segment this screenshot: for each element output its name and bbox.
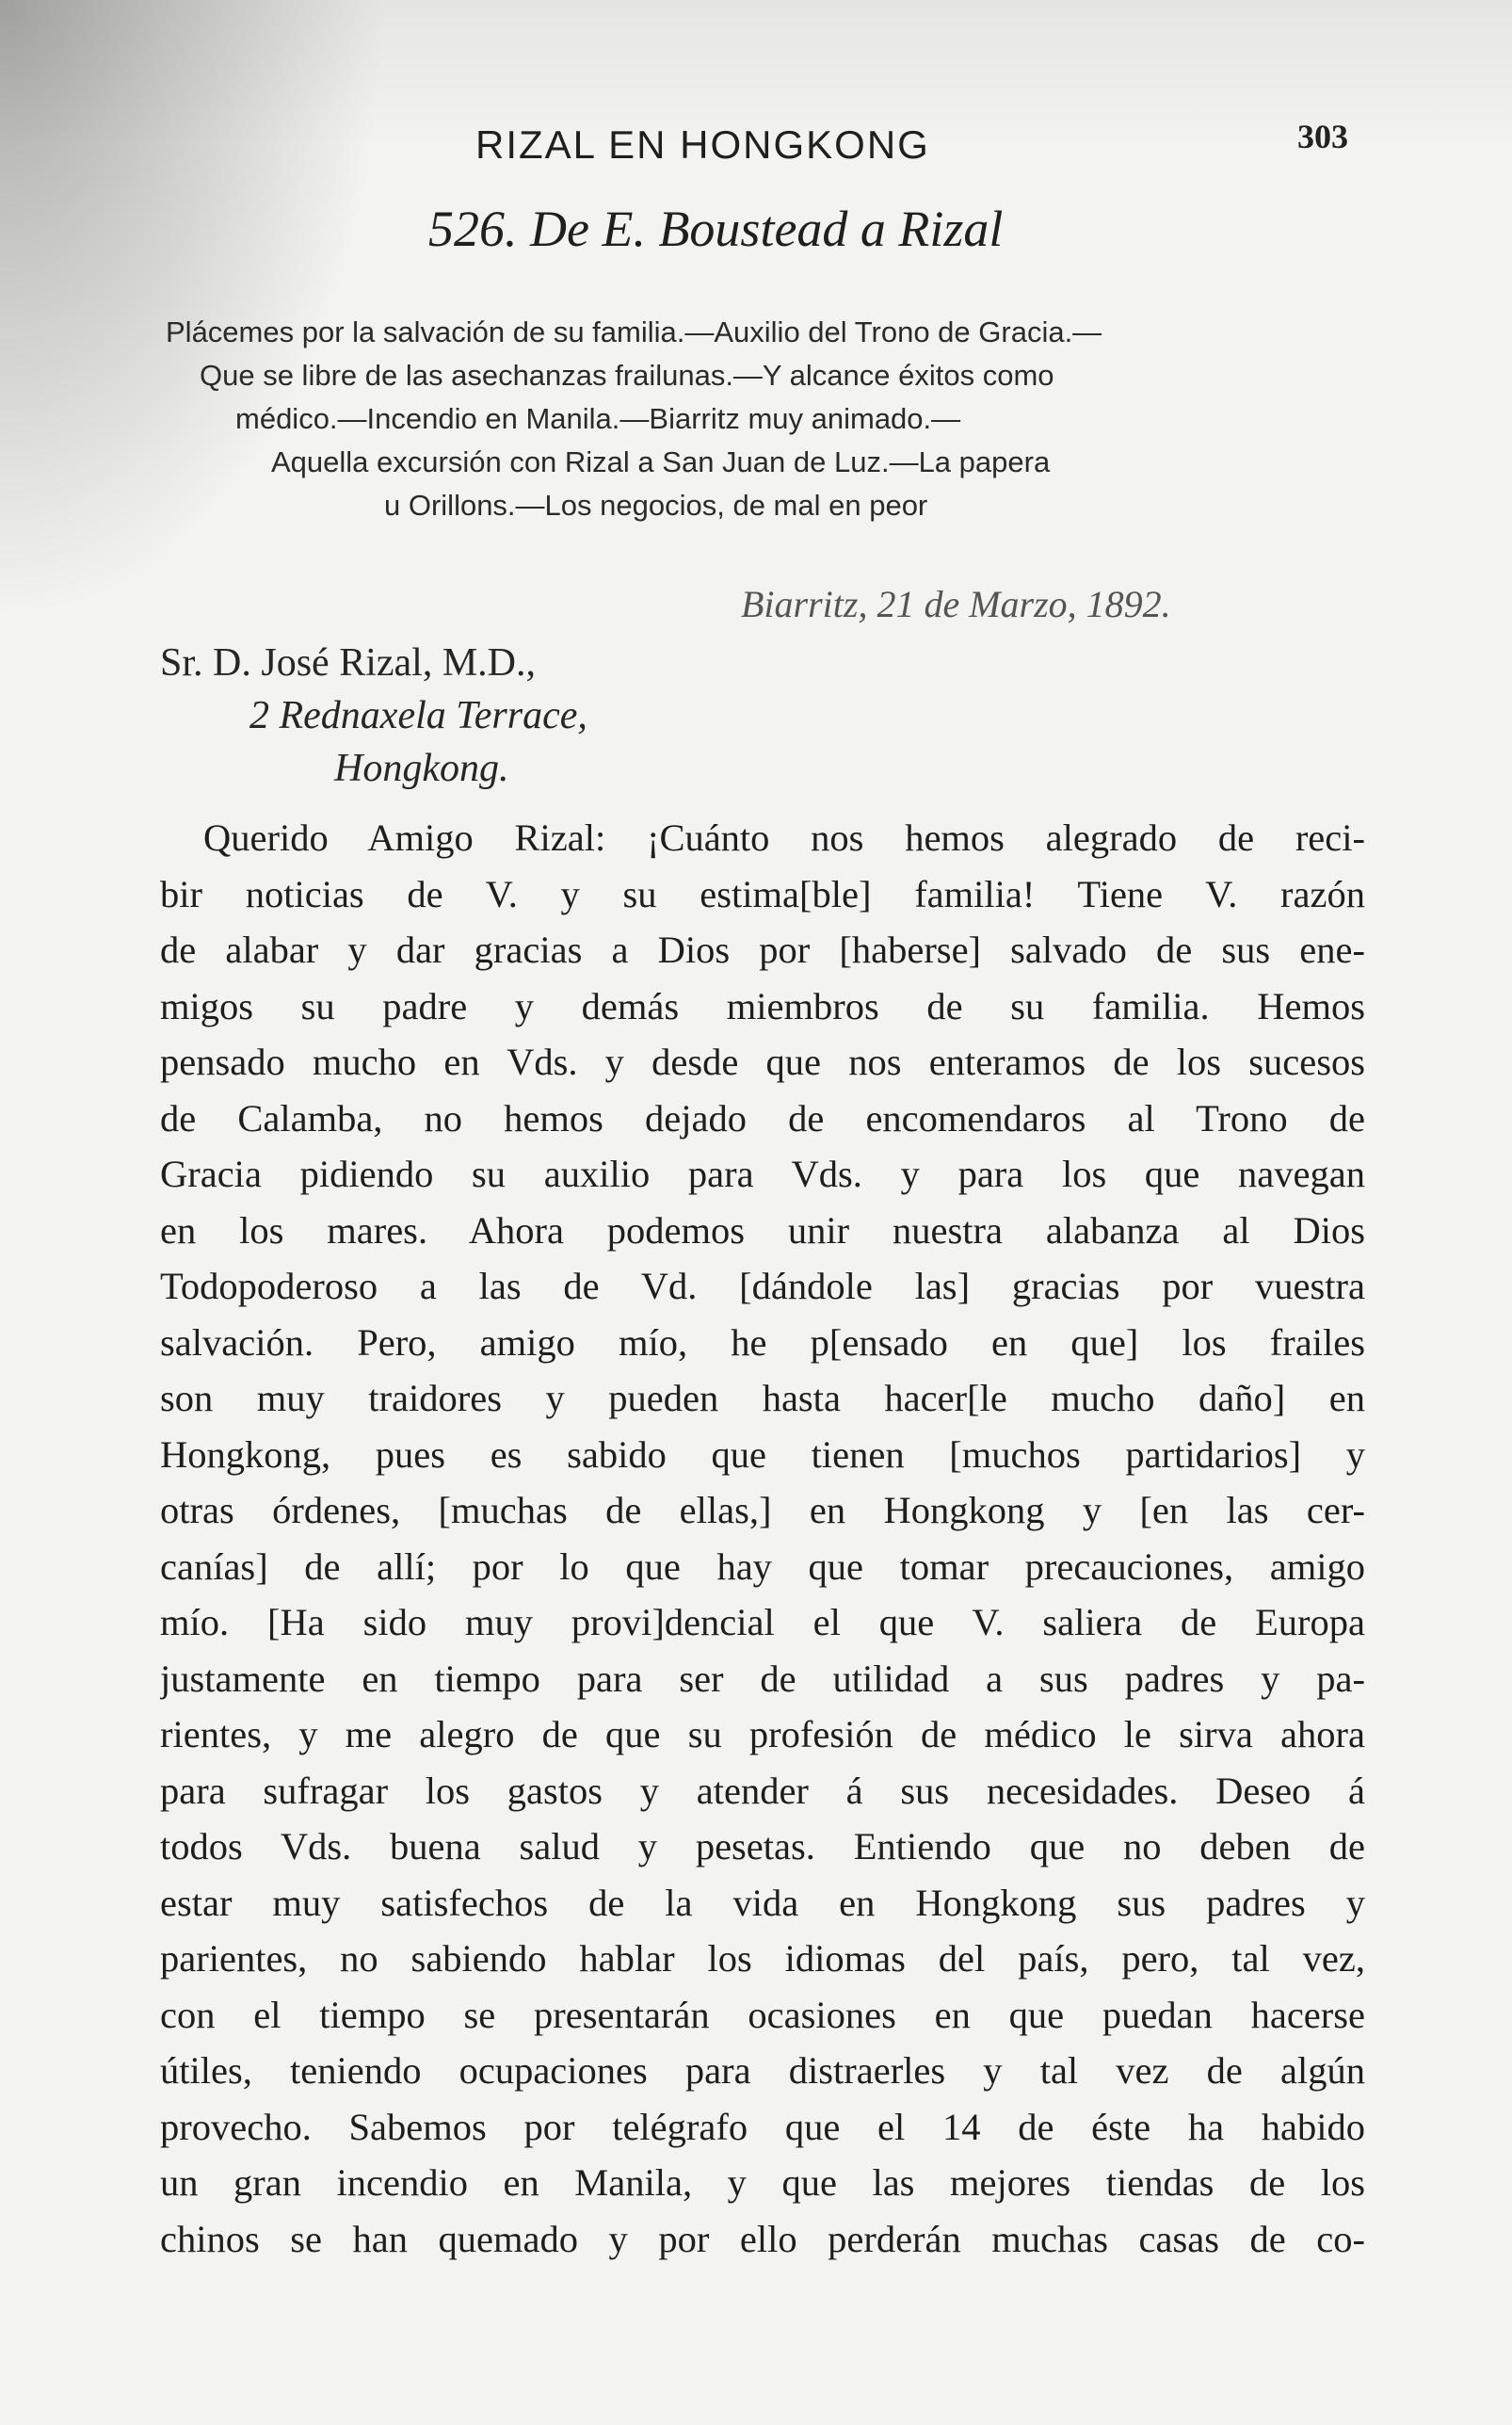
address-block: [160, 637, 587, 795]
summary-line: Plácemes por la salvación de su familia.—Auxilio del Trono de Gracia.—: [166, 315, 1102, 348]
body-line: migos su padre y demás miembros de su familia. Hemos: [160, 984, 1365, 1027]
body-line: salvación. Pero, amigo mío, he p[ensado en que] los frailes: [160, 1320, 1365, 1364]
page-number: 303: [1297, 118, 1348, 155]
summary-line: u Orillons.—Los negocios, de mal en peor: [384, 489, 928, 522]
body-line: son muy traidores y pueden hasta hacer[le mucho daño] en: [160, 1377, 1365, 1419]
body-line: Gracia pidiendo su auxilio para Vds. y para los que navegan: [160, 1153, 1365, 1195]
summary-line: Que se libre de las asechanzas frailunas.—Y alcance éxitos como: [200, 359, 1054, 392]
body-line: mío. [Ha sido muy provi]dencial el que V. saliera de Europa: [160, 1601, 1365, 1643]
body-line: en los mares. Ahora podemos unir nuestra alabanza al Dios: [160, 1208, 1365, 1252]
body-line: canías] de allí; por lo que hay que tomar precauciones, amigo: [160, 1544, 1365, 1588]
address-line: 2 Rednaxela Terrace,: [249, 694, 587, 737]
body-line: de alabar y dar gracias a Dios por [haberse] salvado de sus ene-: [160, 929, 1365, 971]
summary-line: médico.—Incendio en Manila.—Biarritz muy animado.—: [235, 402, 961, 435]
body-line: útiles, teniendo ocupaciones para distraerles y tal vez de algún: [160, 2049, 1365, 2092]
body-line: Hongkong, pues es sabido que tienen [muchos partidarios] y: [160, 1432, 1365, 1476]
letter-title: 526. De E. Boustead a Rizal: [428, 201, 1004, 257]
body-line: un gran incendio en Manila, y que las mejores tiendas de los: [160, 2161, 1365, 2204]
letter-summary: [166, 311, 1371, 527]
body-line: rientes, y me alegro de que su profesión de médico le sirva ahora: [160, 1713, 1365, 1755]
body-line: estar muy satisfechos de la vida en Hongkong sus padres y: [160, 1881, 1365, 1924]
running-head: RIZAL EN HONGKONG: [475, 122, 930, 167]
letter-body: [160, 810, 1365, 2267]
body-line: otras órdenes, [muchas de ellas,] en Hongkong y [en las cer-: [160, 1489, 1365, 1531]
address-line: Sr. D. José Rizal, M.D.,: [160, 641, 536, 685]
body-line: para sufragar los gastos y atender á sus necesidades. Deseo á: [160, 1769, 1365, 1812]
body-line: de Calamba, no hemos dejado de encomendaros al Trono de: [160, 1096, 1365, 1140]
body-line: justamente en tiempo para ser de utilidad a sus padres y pa-: [160, 1657, 1365, 1700]
body-line: provecho. Sabemos por telégrafo que el 14 de éste ha habido: [160, 2105, 1365, 2148]
body-line: chinos se han quemado y por ello perderán muchas casas de co-: [160, 2217, 1365, 2260]
body-line: bir noticias de V. y su estima[ble] familia! Tiene V. razón: [160, 872, 1365, 915]
body-line: Todopoderoso a las de Vd. [dándole las] gracias por vuestra: [160, 1265, 1365, 1307]
body-line: parientes, no sabiendo hablar los idiomas del país, pero, tal vez,: [160, 1937, 1365, 1980]
address-line: Hongkong.: [334, 747, 509, 790]
body-line: todos Vds. buena salud y pesetas. Entiendo que no deben de: [160, 1825, 1365, 1867]
body-line: pensado mucho en Vds. y desde que nos enteramos de los sucesos: [160, 1041, 1365, 1083]
body-line: con el tiempo se presentarán ocasiones en que puedan hacerse: [160, 1993, 1365, 2036]
summary-line: Aquella excursión con Rizal a San Juan de Luz.—La papera: [271, 445, 1051, 478]
dateline: Biarritz, 21 de Marzo, 1892.: [741, 583, 1171, 625]
body-line: Querido Amigo Rizal: ¡Cuánto nos hemos alegrado de reci-: [203, 816, 1365, 859]
